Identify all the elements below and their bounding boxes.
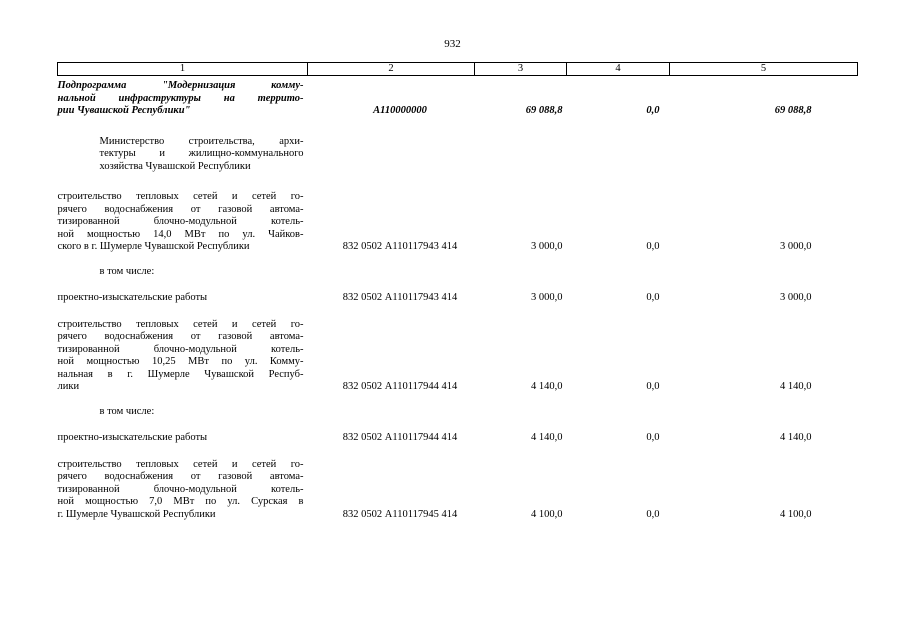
budget-code [308, 266, 475, 279]
description-line: тизированной блочно-модульной котель- [57, 343, 304, 355]
column-header-5: 5 [670, 63, 858, 76]
description-line: строительство тепловых сетей и сетей го- [57, 318, 304, 330]
amount-total: 4 100,0 [531, 508, 563, 520]
row-description [58, 432, 308, 445]
amount-col5 [670, 266, 858, 279]
description-line: нальной инфраструктуры на террито- [57, 92, 304, 104]
budget-code: 832 0502 А110117944 414 [342, 432, 458, 443]
column-header-3: 3 [475, 63, 567, 76]
amount-col5 [670, 406, 858, 419]
amount-col4: 0,0 [646, 292, 660, 303]
row-description [58, 319, 308, 394]
description-line: тизированной блочно-модульной котель- [57, 483, 304, 495]
description-line: рии Чувашской Республики" [57, 105, 191, 116]
budget-code: 832 0502 А110117944 414 [342, 381, 458, 392]
table-row [58, 136, 858, 174]
table-row [58, 292, 858, 305]
amount-col4: 0,0 [646, 241, 660, 252]
amount-col4 [567, 136, 670, 174]
amount-col5: 69 088,8 [774, 105, 812, 116]
budget-code [308, 406, 475, 419]
row-description [58, 406, 308, 419]
amount-col4 [567, 406, 670, 419]
description-line: ной мощностью 10,25 МВт по ул. Комму- [57, 356, 304, 367]
description-line: проектно-изыскательские работы [57, 432, 208, 443]
description-line: г. Шумерле Чувашской Республики [57, 508, 216, 520]
table-row [58, 80, 858, 118]
row-description [58, 266, 308, 279]
page-number: 932 [444, 38, 461, 50]
table-row [58, 319, 858, 394]
description-line: лики [57, 381, 80, 392]
description-line: хозяйства Чувашской Республики [99, 160, 251, 172]
budget-code: 832 0502 А110117943 414 [342, 292, 458, 303]
amount-col4: 0,0 [646, 432, 660, 443]
amount-col4: 0,0 [646, 105, 660, 116]
table-row [58, 432, 858, 445]
description-line: ной мощностью 14,0 МВт по ул. Чайков- [57, 228, 304, 240]
amount-col4: 0,0 [646, 508, 660, 520]
column-header-4: 4 [567, 63, 670, 76]
description-line: Министерство строительства, архи- [99, 135, 304, 147]
table-row [58, 406, 858, 419]
description-line: в том числе: [99, 405, 155, 417]
amount-col5: 4 100,0 [780, 508, 812, 520]
amount-total: 4 140,0 [531, 432, 563, 443]
amount-col5 [670, 136, 858, 174]
amount-col5: 3 000,0 [780, 292, 812, 303]
row-description [58, 459, 308, 522]
budget-table [57, 62, 858, 521]
amount-col5: 3 000,0 [780, 241, 812, 252]
budget-code: А110000000 [373, 105, 427, 116]
description-line: ского в г. Шумерле Чувашской Республики [57, 241, 250, 252]
row-description [58, 80, 308, 118]
amount-total: 3 000,0 [531, 292, 563, 303]
amount-total: 4 140,0 [531, 381, 563, 392]
amount-col5: 4 140,0 [780, 432, 812, 443]
table-row [58, 459, 858, 522]
table-row [58, 266, 858, 279]
amount-col4 [567, 266, 670, 279]
description-line: строительство тепловых сетей и сетей го- [57, 191, 304, 202]
row-description [58, 136, 308, 174]
budget-code: 832 0502 А110117943 414 [342, 241, 458, 252]
amount-total: 69 088,8 [525, 105, 563, 116]
amount-col5: 4 140,0 [780, 381, 812, 392]
description-line: строительство тепловых сетей и сетей го- [57, 458, 304, 470]
row-description [58, 292, 308, 305]
description-line: тектуры и жилищно-коммунального [99, 148, 304, 159]
amount-total [475, 266, 567, 279]
description-line: ной мощностью 7,0 МВт по ул. Сурская в [57, 496, 304, 507]
row-description [58, 191, 308, 254]
description-line: рячего водоснабжения от газовой автома- [57, 471, 304, 482]
table-body [58, 76, 858, 522]
table-row [58, 191, 858, 254]
amount-total: 3 000,0 [531, 241, 563, 252]
amount-total [475, 136, 567, 174]
description-line: в том числе: [99, 265, 155, 277]
table-header [58, 63, 858, 76]
description-line: нальная в г. Шумерле Чувашской Респуб- [57, 368, 304, 380]
description-line: тизированной блочно-модульной котель- [57, 216, 304, 227]
description-line: Подпрограмма "Модернизация комму- [57, 80, 304, 91]
amount-total [475, 406, 567, 419]
budget-code [308, 136, 475, 174]
description-line: рячего водоснабжения от газовой автома- [57, 331, 304, 342]
column-header-1: 1 [58, 63, 308, 76]
column-header-2: 2 [308, 63, 475, 76]
description-line: рячего водоснабжения от газовой автома- [57, 203, 304, 215]
budget-code: 832 0502 А110117945 414 [342, 508, 458, 520]
description-line: проектно-изыскательские работы [57, 292, 208, 303]
amount-col4: 0,0 [646, 381, 660, 392]
